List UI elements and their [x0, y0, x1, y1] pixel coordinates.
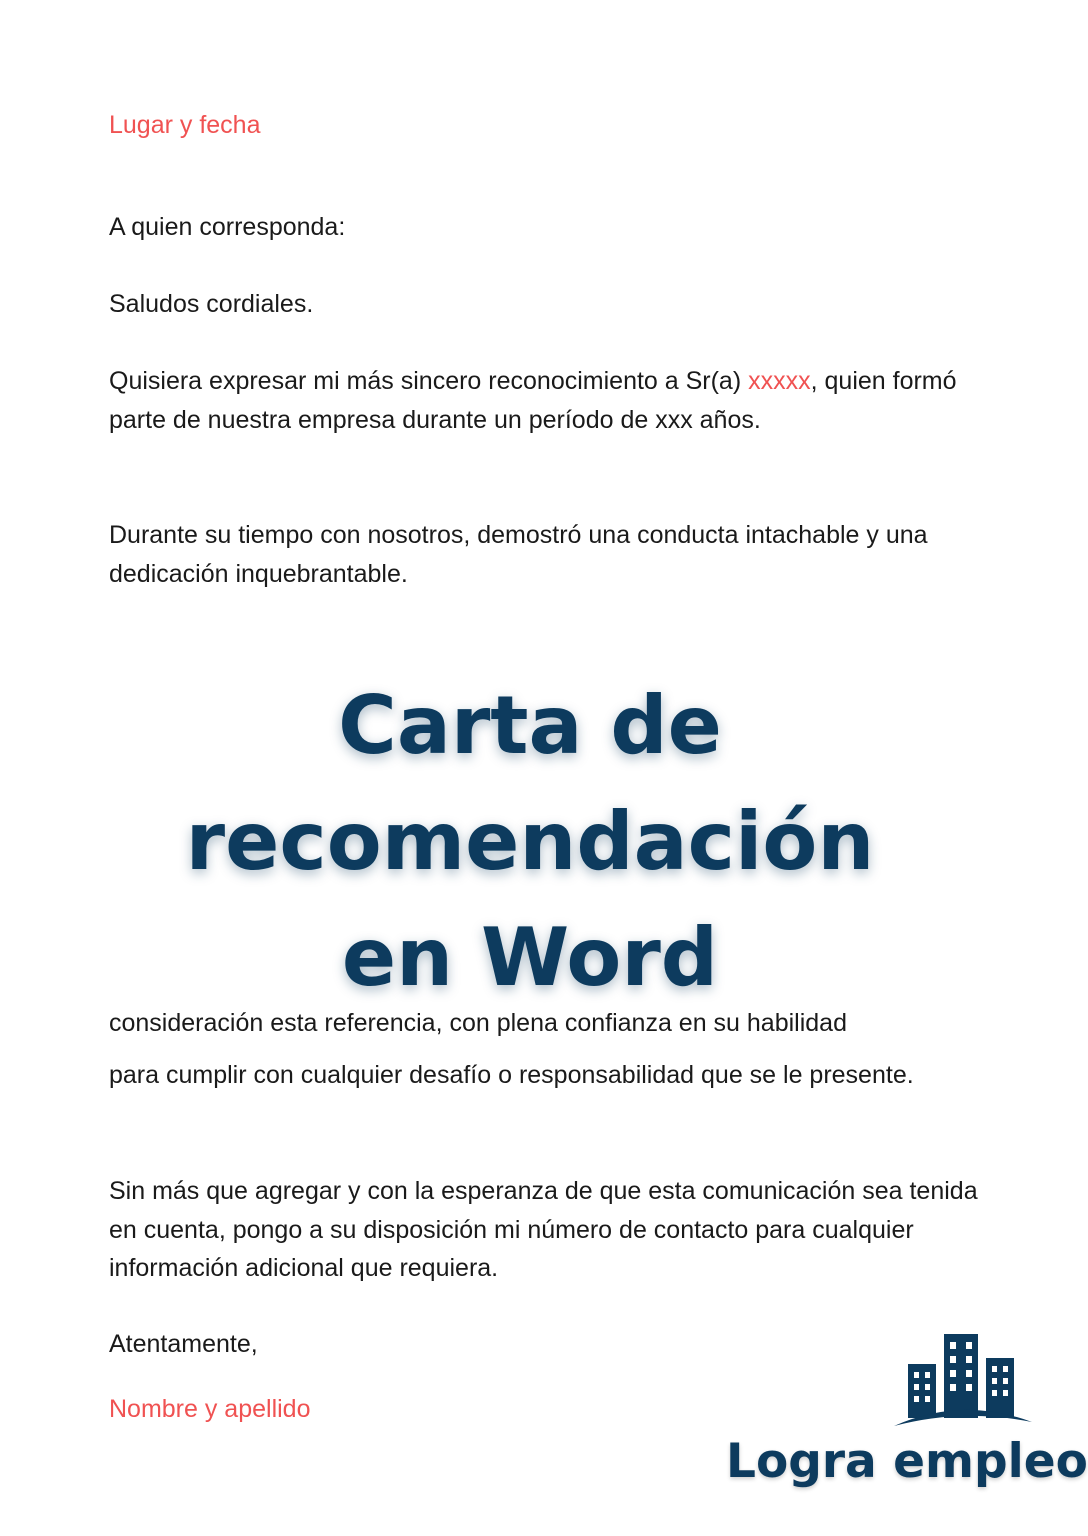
paragraph-1-text-end: , quien formó parte de nuestra empresa durante un período de xxx años.: [109, 367, 957, 434]
greeting: Saludos cordiales.: [109, 290, 314, 318]
recommended-name: xxxxx: [748, 367, 811, 395]
paragraph-3-partial-text: consideración esta referencia, con plena confianza en su habilidad: [109, 1009, 847, 1037]
overlay-title-line-1: Carta de: [338, 679, 722, 772]
overlay-title-line-3: en Word: [341, 911, 719, 1004]
place-date: Lugar y fecha: [109, 111, 261, 139]
paragraph-2: Durante su tiempo con nosotros, demostró una conducta intachable y una dedicación inquebrantable.: [109, 521, 928, 588]
paragraph-4: Sin más que agregar y con la esperanza de que esta comunicación sea tenida en cuenta, pongo a su disposición mi número de contacto para cualquier información adicional que requiera.: [109, 1177, 978, 1282]
buildings-icon: [892, 1330, 1034, 1430]
brand-name: Logra empleo: [726, 1434, 1088, 1489]
closing: Atentamente,: [109, 1330, 258, 1358]
paragraph-3-partial-line: [109, 1009, 939, 1050]
signature: Nombre y apellido: [109, 1395, 311, 1423]
paragraph-3: para cumplir con cualquier desafío o responsabilidad que se le presente.: [109, 1061, 914, 1089]
paragraph-1: [109, 362, 979, 439]
salutation: A quien corresponda:: [109, 213, 346, 241]
paragraph-1-text: Quisiera expresar mi más sincero reconocimiento a Sr(a): [109, 367, 749, 395]
overlay-title: [0, 668, 1060, 1016]
overlay-title-line-2: recomendación: [185, 795, 875, 888]
